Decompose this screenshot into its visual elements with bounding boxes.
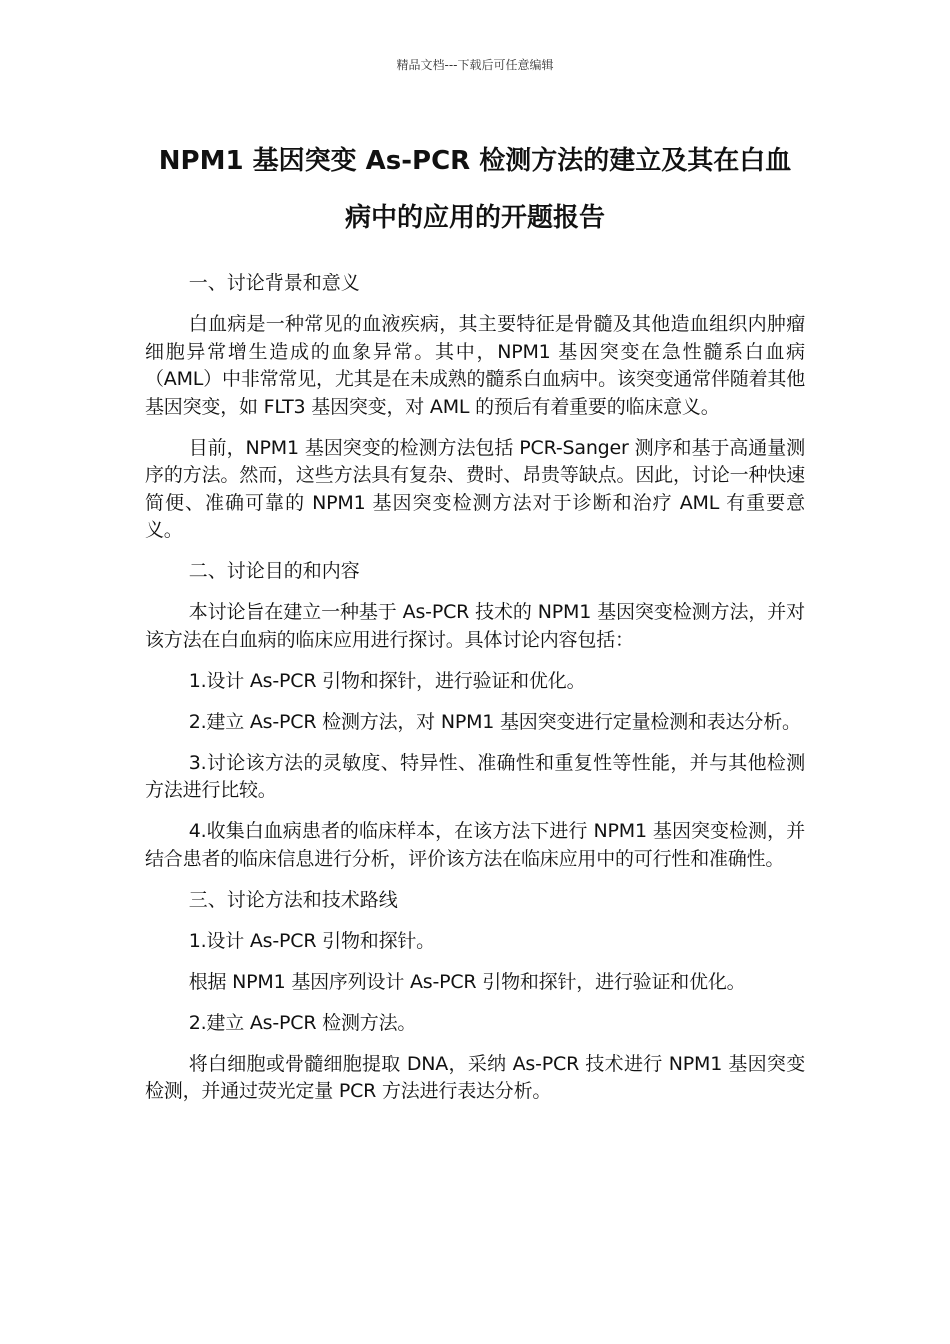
section-2-item-1: 1.设计 As-PCR 引物和探针，进行验证和优化。 [188,669,586,692]
section-2-intro: 本讨论旨在建立一种基于 As-PCR 技术的 NPM1 基因突变检测方法，并对该方法在白血病的临床应用进行探讨。具体讨论内容包括： [145,601,805,651]
section-1-paragraph-2: 目前，NPM1 基因突变的检测方法包括 PCR-Sanger 测序和基于高通量测序的方法。然而，这些方法具有复杂、费时、昂贵等缺点。因此，讨论一种快速简便、准确可靠的 NPM1 基因突变检测方法对于诊断和治疗 AML 有重要意义。 [145,436,805,541]
section-3-heading: 三、讨论方法和技术路线 [188,888,398,911]
page-header-note: 精品文档---下载后可任意编辑 [396,58,554,72]
section-2-item-2: 2.建立 As-PCR 检测方法，对 NPM1 基因突变进行定量检测和表达分析。 [188,710,801,733]
title-line-1: NPM1 基因突变 As-PCR 检测方法的建立及其在白血 [158,146,792,176]
section-2-item-4: 4.收集白血病患者的临床样本，在该方法下进行 NPM1 基因突变检测，并结合患者的临床信息进行分析，评价该方法在临床应用中的可行性和准确性。 [145,820,805,870]
section-3-step-2-title: 2.建立 As-PCR 检测方法。 [188,1011,417,1034]
section-3-step-1-title: 1.设计 As-PCR 引物和探针。 [188,929,435,952]
section-1-paragraph-1: 白血病是一种常见的血液疾病，其主要特征是骨髓及其他造血组织内肿瘤细胞异常增生造成的血象异常。其中，NPM1 基因突变在急性髓系白血病（AML）中非常常见，尤其是在未成熟的髓系白血病中。该突变通常伴随着其他基因突变，如 FLT3 基因突变，对 AML 的预后有着重要的临床意义。 [145,313,805,418]
section-1-heading: 一、讨论背景和意义 [188,272,360,294]
section-3-step-1-text: 根据 NPM1 基因序列设计 As-PCR 引物和探针，进行验证和优化。 [188,970,746,993]
section-2-heading: 二、讨论目的和内容 [188,560,360,582]
document-body [145,270,805,1119]
section-3-step-2-text: 将白细胞或骨髓细胞提取 DNA，采纳 As-PCR 技术进行 NPM1 基因突变检测，并通过荧光定量 PCR 方法进行表达分析。 [145,1052,805,1102]
document-title [120,133,830,247]
section-2-item-3: 3.讨论该方法的灵敏度、特异性、准确性和重复性等性能，并与其他检测方法进行比较。 [145,751,805,801]
title-line-2: 病中的应用的开题报告 [344,203,605,233]
